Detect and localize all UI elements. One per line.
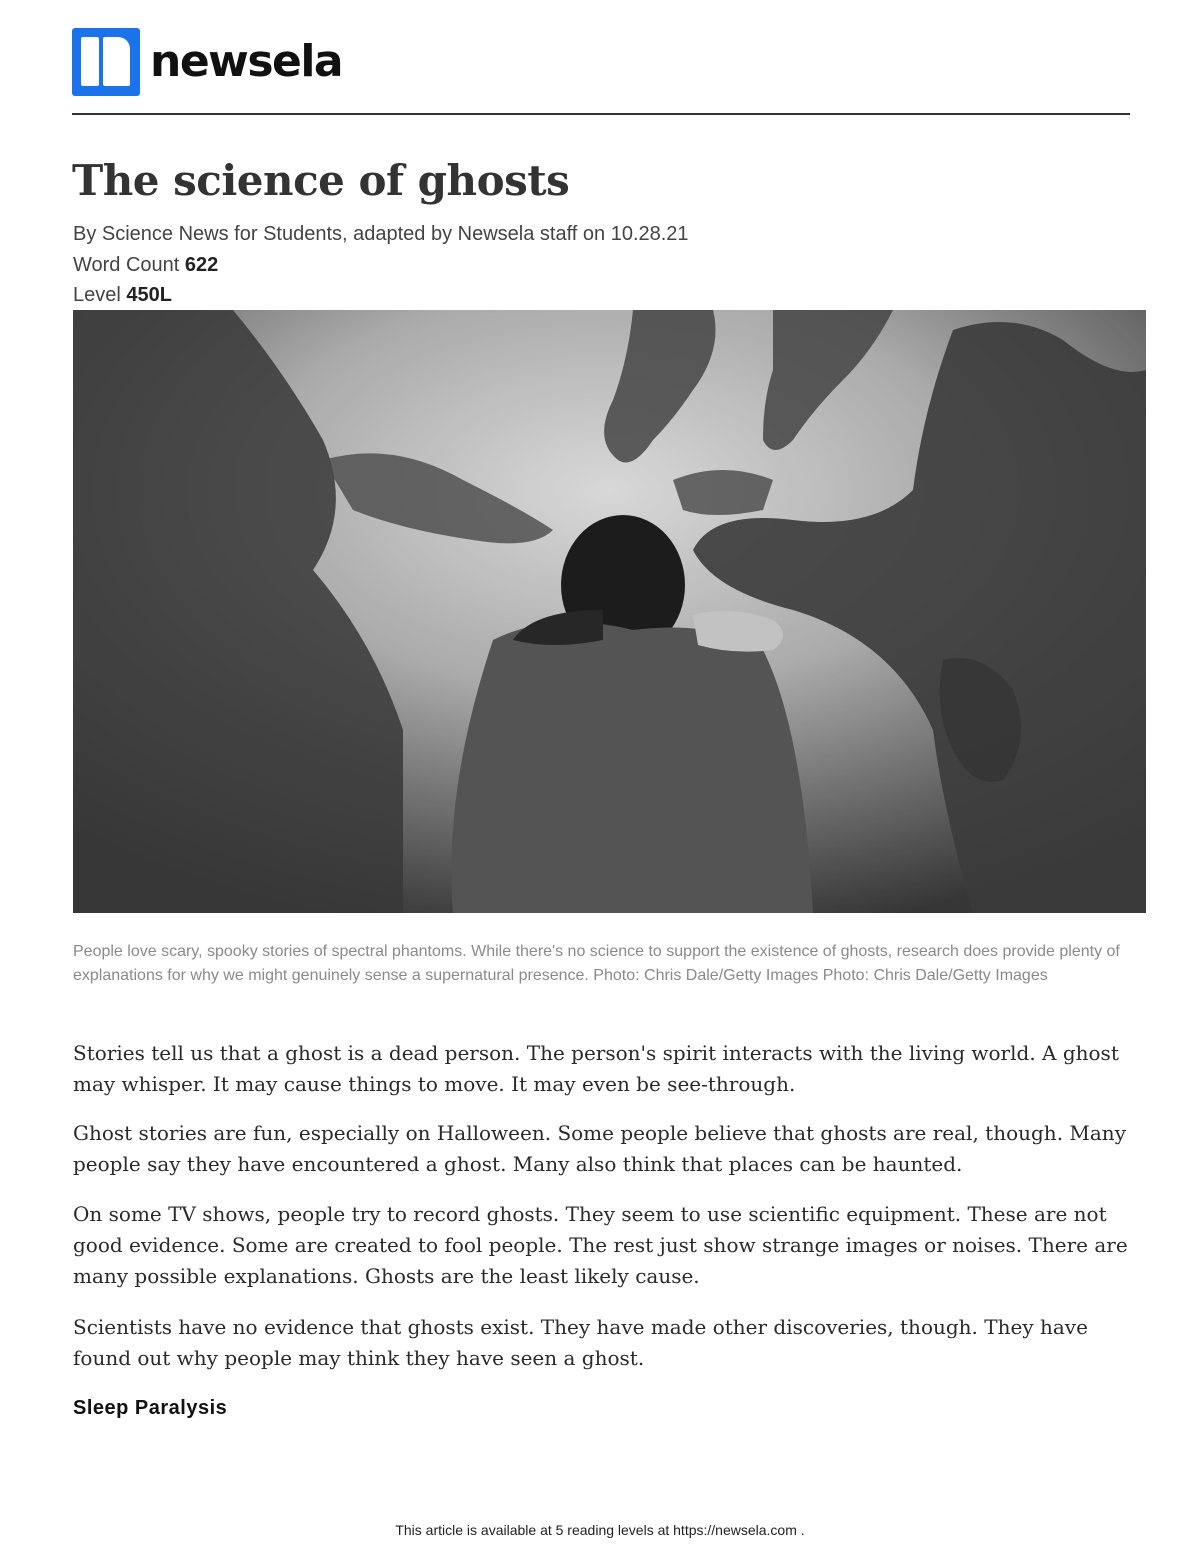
article-title: The science of ghosts — [72, 156, 570, 205]
paragraph-2: Ghost stories are fun, especially on Halloween. Some people believe that ghosts are real, though. Many people say they have encountered a ghost. Many also think that places can be haunted. — [73, 1121, 1126, 1176]
newsela-logo-icon — [72, 28, 140, 96]
word-count — [73, 254, 218, 277]
section-heading: Sleep Paralysis — [73, 1397, 228, 1419]
word-count-label: Word Count — [73, 254, 180, 276]
paragraph-1: Stories tell us that a ghost is a dead person. The person's spirit interacts with the living world. A ghost may whisper. It may cause things to move. It may even be see-through. — [73, 1041, 1119, 1096]
newsela-logo[interactable] — [72, 28, 342, 96]
reading-level — [73, 284, 172, 307]
level-value: 450L — [126, 284, 172, 306]
paragraph-3: On some TV shows, people try to record ghosts. They seem to use scientific equipment. These are not good evidence. Some are created to fool people. The rest just show strange images or noises. There are many possible explanations. Ghosts are the least likely cause. — [73, 1202, 1128, 1288]
byline: By Science News for Students, adapted by Newsela staff on 10.28.21 — [73, 223, 689, 245]
footer-note: This article is available at 5 reading levels at https://newsela.com . — [395, 1522, 805, 1538]
word-count-value: 622 — [184, 254, 219, 276]
article-photo — [73, 310, 1146, 913]
photo-caption: People love scary, spooky stories of spectral phantoms. While there's no science to support the existence of ghosts, research does provide plenty of explanations for why we might genuinely sense a supernatural presence. Photo: Chris Dale/Getty Images Photo: Chris Dale/Getty Images — [73, 943, 1120, 984]
level-label: Level — [73, 284, 121, 306]
header-divider — [72, 113, 1130, 115]
paragraph-4: Scientists have no evidence that ghosts exist. They have made other discoveries, though. They have found out why people may think they have seen a ghost. — [73, 1315, 1088, 1370]
brand-name: newsela — [150, 36, 343, 87]
